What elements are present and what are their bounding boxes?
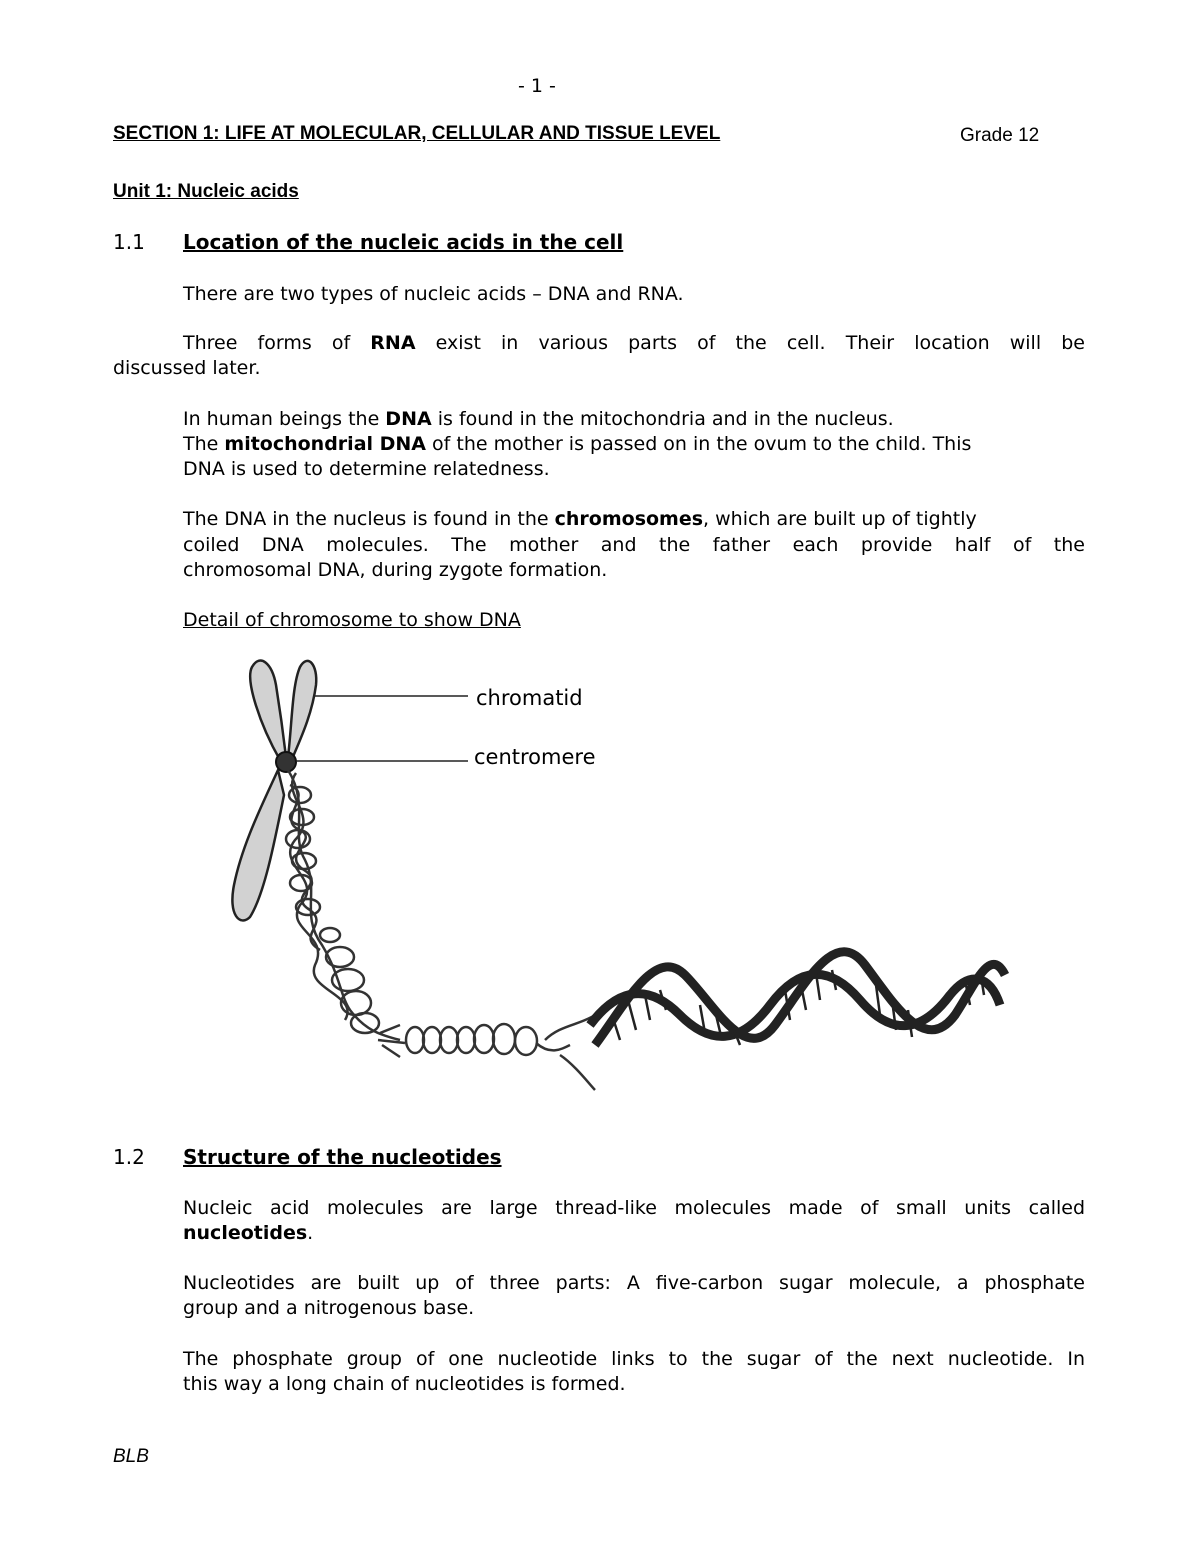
chromatid-arm-upper-right bbox=[288, 661, 316, 759]
text-run: is found in the mitochondria and in the nucleus. bbox=[431, 408, 894, 430]
text-run: The bbox=[183, 433, 225, 455]
paragraph-mito-line2: DNA is used to determine relatedness. bbox=[183, 458, 550, 480]
text-run: . bbox=[307, 1222, 314, 1244]
label-chromatid: chromatid bbox=[476, 686, 583, 710]
paragraph-chromo-line3: chromosomal DNA, during zygote formation. bbox=[183, 559, 608, 581]
paragraph-nucleic-types: There are two types of nucleic acids – DNA and RNA. bbox=[183, 283, 684, 305]
term-nucleotides: nucleotides bbox=[183, 1222, 308, 1244]
paragraph-nucleotides-line2 bbox=[183, 1221, 313, 1246]
paragraph-chromo-line1 bbox=[183, 507, 977, 532]
unit-title: Unit 1: Nucleic acids bbox=[113, 181, 299, 202]
section-1-2-number: 1.2 bbox=[113, 1145, 145, 1169]
section-1-2-heading: Structure of the nucleotides bbox=[183, 1145, 502, 1169]
chromatid-arm-upper-left bbox=[250, 661, 286, 760]
paragraph-rna-line1 bbox=[183, 331, 1085, 356]
section-title: SECTION 1: LIFE AT MOLECULAR, CELLULAR AND TISSUE LEVEL bbox=[113, 123, 721, 144]
coiled-dna bbox=[286, 770, 400, 1040]
paragraph-parts-line2: group and a nitrogenous base. bbox=[183, 1297, 475, 1319]
text-run: Three forms of bbox=[183, 332, 371, 354]
page-number: - 1 - bbox=[518, 75, 556, 97]
centromere bbox=[276, 752, 296, 772]
text-run: The DNA in the nucleus is found in the bbox=[183, 508, 555, 530]
paragraph-mito-line1 bbox=[183, 432, 971, 457]
text-run: exist in various parts of the cell. Their location will be bbox=[415, 332, 1085, 354]
horizontal-coils bbox=[378, 1015, 595, 1090]
grade-label: Grade 12 bbox=[960, 125, 1040, 146]
text-run: of the mother is passed on in the ovum to the child. This bbox=[426, 433, 972, 455]
paragraph-chain-line1: The phosphate group of one nucleotide links to the sugar of the next nucleotide. In bbox=[183, 1348, 1085, 1370]
section-1-1-heading: Location of the nucleic acids in the cell bbox=[183, 230, 624, 254]
term-rna: RNA bbox=[370, 332, 416, 354]
footer-initials: BLB bbox=[113, 1446, 149, 1467]
figure-caption: Detail of chromosome to show DNA bbox=[183, 609, 521, 631]
paragraph-rna-line2: discussed later. bbox=[113, 357, 261, 379]
text-run: In human beings the bbox=[183, 408, 386, 430]
double-helix bbox=[590, 952, 1005, 1045]
paragraph-nucleotides-line1: Nucleic acid molecules are large thread-like molecules made of small units called bbox=[183, 1197, 1085, 1219]
paragraph-parts-line1: Nucleotides are built up of three parts: A five-carbon sugar molecule, a phosphate bbox=[183, 1272, 1085, 1294]
paragraph-chromo-line2: coiled DNA molecules. The mother and the father each provide half of the bbox=[183, 534, 1085, 556]
term-chromosomes: chromosomes bbox=[554, 508, 704, 530]
term-mitochondrial-dna: mitochondrial DNA bbox=[224, 433, 427, 455]
chromatid-arm-lower bbox=[232, 770, 284, 920]
label-centromere: centromere bbox=[474, 745, 596, 769]
text-run: , which are built up of tightly bbox=[703, 508, 977, 530]
paragraph-chain-line2: this way a long chain of nucleotides is formed. bbox=[183, 1373, 626, 1395]
chromosome-dna-figure bbox=[200, 645, 1020, 1095]
paragraph-dna-location bbox=[183, 407, 894, 432]
term-dna: DNA bbox=[385, 408, 432, 430]
section-1-1-number: 1.1 bbox=[113, 230, 145, 254]
